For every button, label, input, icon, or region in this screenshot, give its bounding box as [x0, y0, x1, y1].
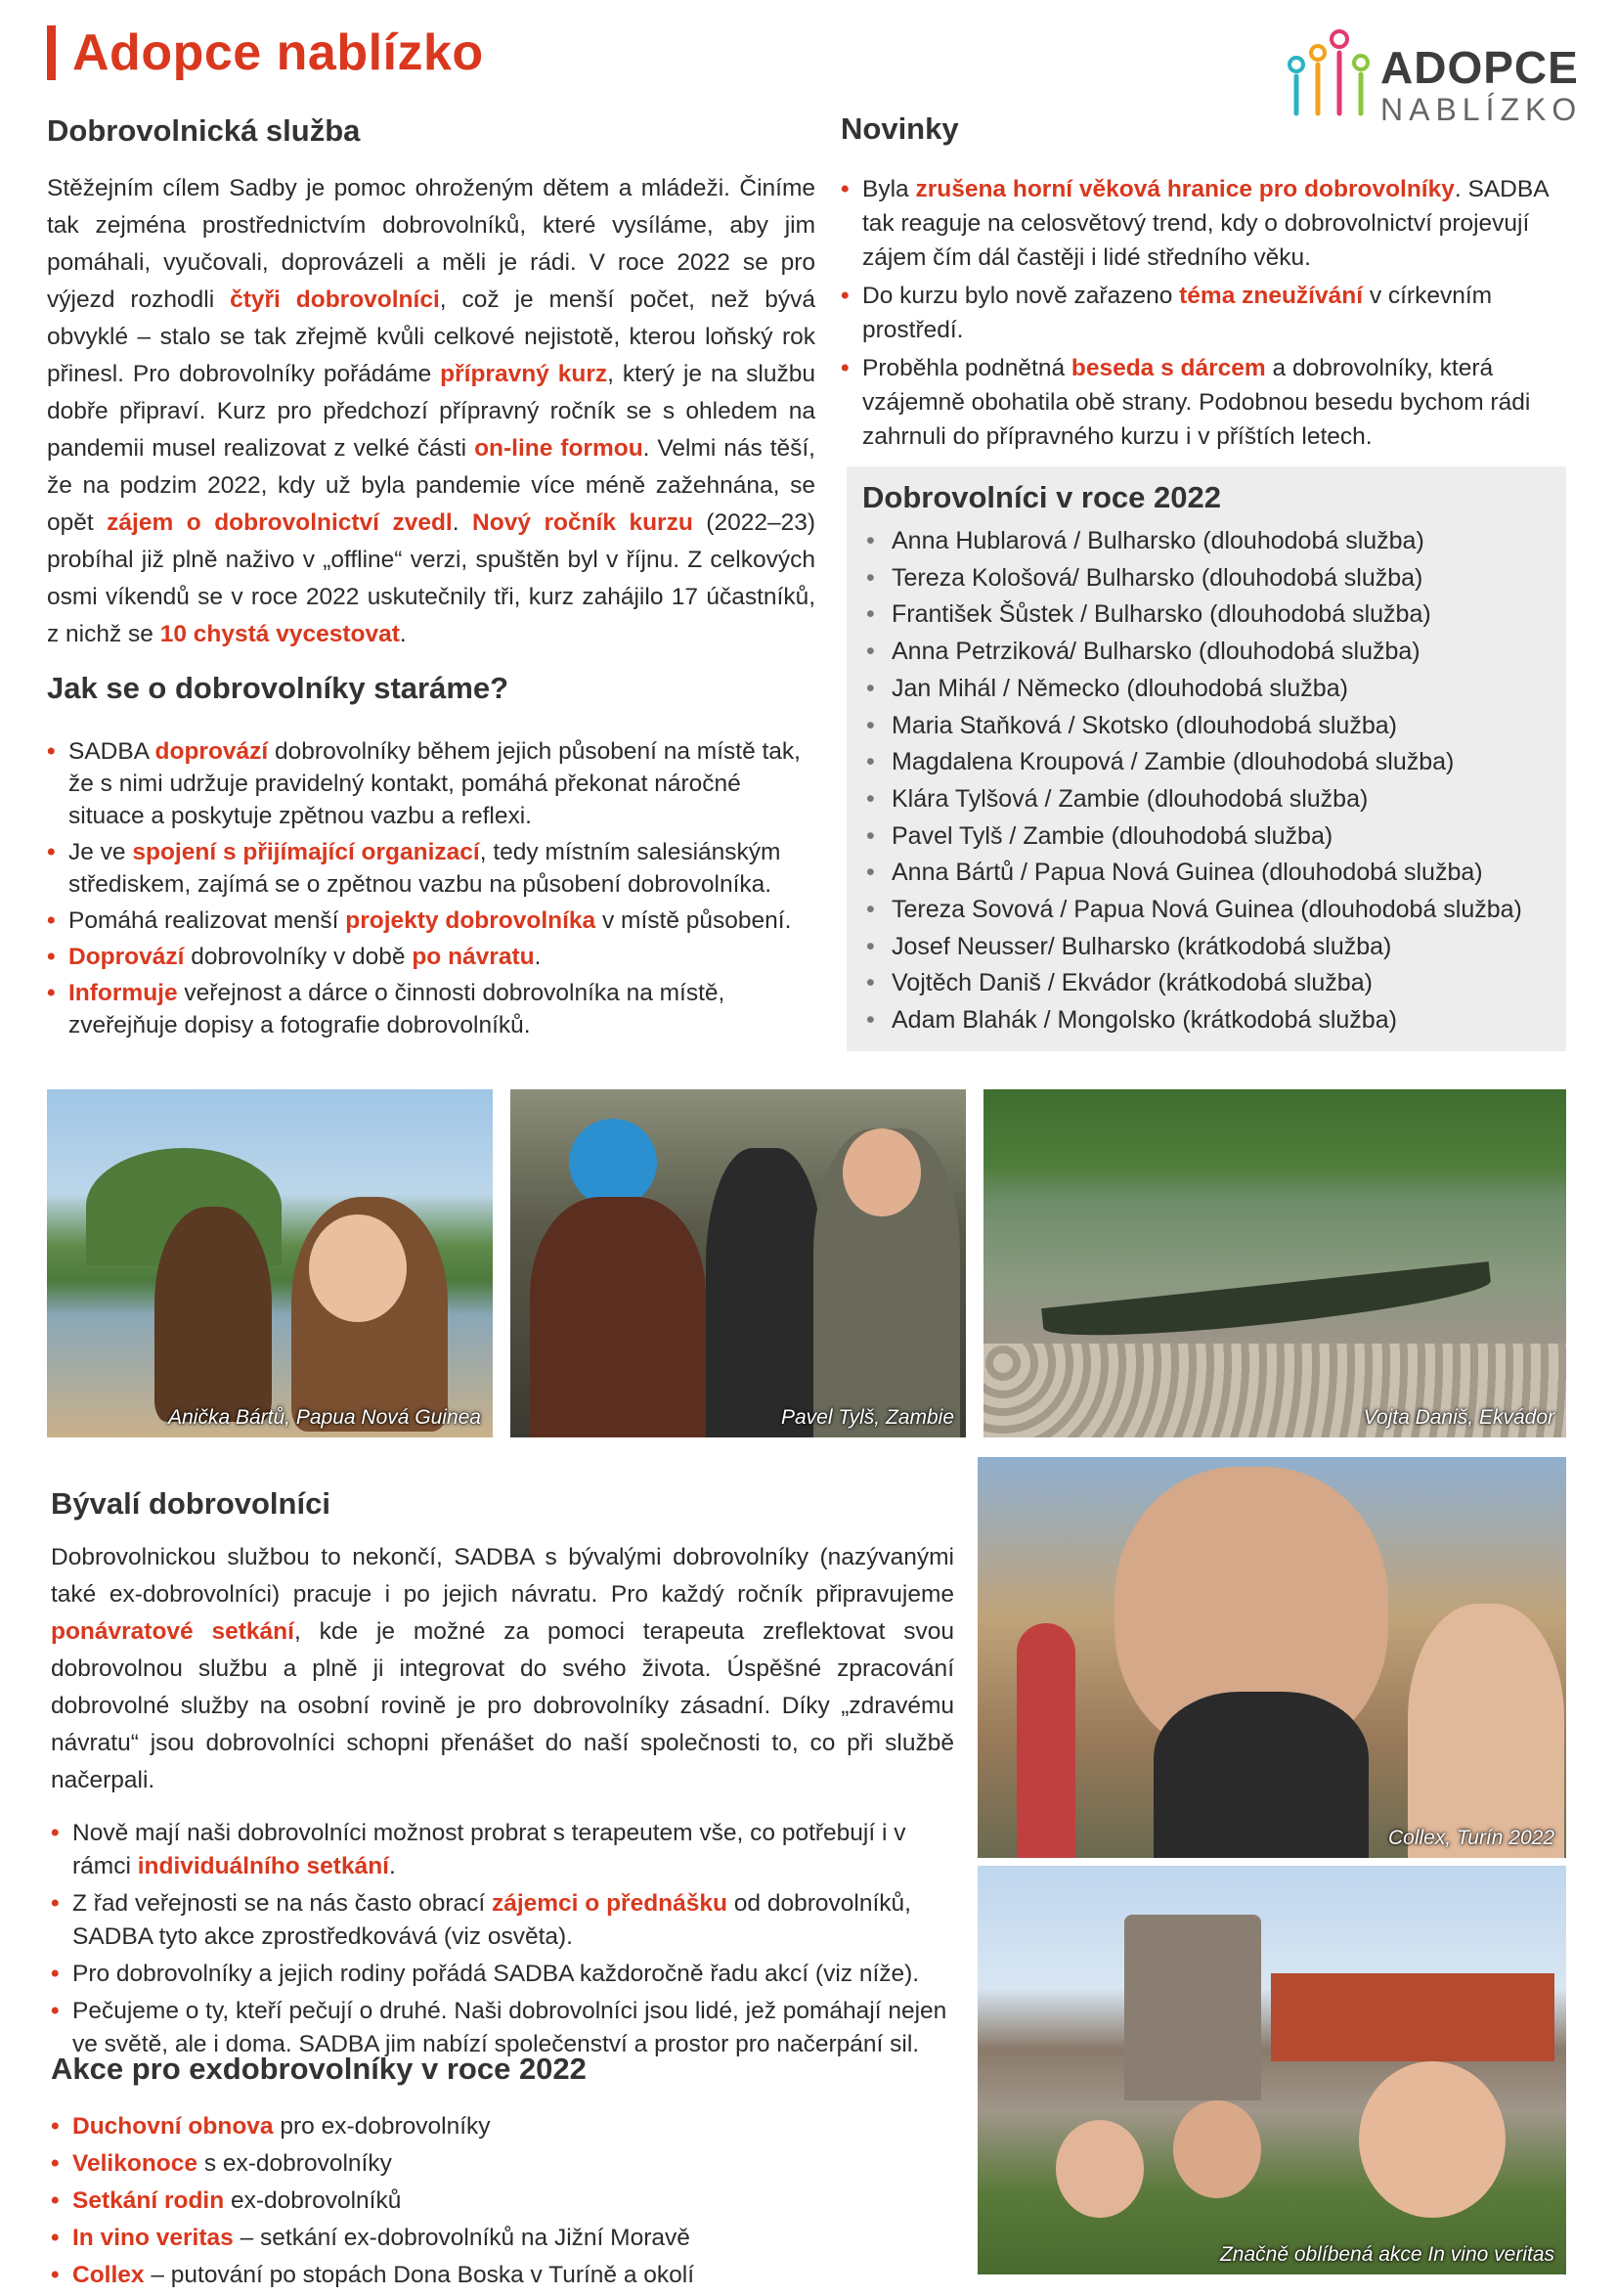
events-list: [51, 2110, 954, 2292]
photo-caption: Značně oblíbená akce In vino veritas: [1219, 2243, 1554, 2266]
photo-ecuador: [983, 1089, 1566, 1437]
former-heading: Bývalí dobrovolníci: [51, 1486, 330, 1521]
events-heading: Akce pro exdobrovolníky v roce 2022: [51, 2052, 587, 2086]
list-item: • Pro dobrovolníky a jejich rodiny pořádá SADBA každoročně řadu akcí (viz níže).: [51, 1958, 954, 1991]
list-item: • Collex – putování po stopách Dona Boska v Turíně a okolí: [51, 2259, 954, 2292]
list-item: • Pečujeme o ty, kteří pečují o druhé. Naši dobrovolníci jsou lidé, jež pomáhají nejen ve světě, ale i doma. SADBA jim nabízí společenství a prostor pro načerpání sil.: [51, 1995, 954, 2061]
care-list: [47, 735, 815, 1041]
service-heading: Dobrovolnická služba: [47, 113, 361, 148]
former-section: [51, 1486, 954, 2065]
news-list: [841, 172, 1568, 454]
list-item: • Klára Tylšová / Zambie (dlouhodobá služba): [866, 781, 1522, 818]
list-item: • Anna Hublarová / Bulharsko (dlouhodobá služba): [866, 523, 1522, 560]
list-item: • Z řad veřejnosti se na nás často obrací zájemci o přednášku od dobrovolníků, SADBA tyto akce zprostředkovává (viz osvěta).: [51, 1887, 954, 1954]
list-item: • Duchovní obnova pro ex-dobrovolníky: [51, 2110, 954, 2143]
list-item: • Adam Blahák / Mongolsko (krátkodobá služba): [866, 1002, 1522, 1039]
list-item: • Doprovází dobrovolníky v době po návratu.: [47, 941, 815, 973]
list-item: • Informuje veřejnost a dárce o činnosti dobrovolníka na místě, zveřejňuje dopisy a fotografie dobrovolníků.: [47, 977, 815, 1041]
list-item: • Tereza Kološová/ Bulharsko (dlouhodobá služba): [866, 560, 1522, 597]
title-accent-bar: [47, 25, 56, 80]
list-item: • Pavel Tylš / Zambie (dlouhodobá služba): [866, 818, 1522, 856]
care-heading: Jak se o dobrovolníky staráme?: [47, 671, 509, 705]
list-item: • Nově mají naši dobrovolníci možnost probrat s terapeutem vše, co potřebují i v rámci individuálního setkání.: [51, 1817, 954, 1883]
list-item: • Proběhla podnětná beseda s dárcem a dobrovolníky, která vzájemně obohatila obě strany. Podobnou besedu bychom rádi zahrnuli do přípravného kurzu i v příštích letech.: [841, 351, 1568, 454]
news-section: [841, 111, 1568, 458]
photo-caption: Vojta Daniš, Ekvádor: [1363, 1406, 1554, 1429]
volunteers-list: [866, 523, 1522, 1039]
list-item: • Magdalena Kroupová / Zambie (dlouhodobá služba): [866, 744, 1522, 781]
list-item: • Do kurzu bylo nově zařazeno téma zneužívání v církevním prostředí.: [841, 279, 1568, 347]
list-item: • Josef Neusser/ Bulharsko (krátkodobá služba): [866, 929, 1522, 966]
list-item: • Anna Petrziková/ Bulharsko (dlouhodobá služba): [866, 634, 1522, 671]
care-section: [47, 671, 815, 1045]
list-item: • Pomáhá realizovat menší projekty dobrovolníka v místě působení.: [47, 905, 815, 937]
photo-caption: Anička Bártů, Papua Nová Guinea: [168, 1406, 481, 1429]
volunteers-box: [847, 466, 1566, 1051]
photo-in-vino-veritas: [978, 1866, 1566, 2274]
photo-caption: Collex, Turín 2022: [1387, 1827, 1554, 1849]
photo-caption: Pavel Tylš, Zambie: [781, 1406, 954, 1429]
service-paragraph: Stěžejním cílem Sadby je pomoc ohroženým dětem a mládeži. Činíme tak zejména prostřednictvím dobrovolníků, které vysíláme, aby jim pomáhali, vyučovali, doprovázeli a měli je rádi. V roce 2022 se pro výjezd rozhodli čtyři dobrovolníci, což je menší počet, než bývá obvyklé – stalo se tak zřejmě kvůli celkové nejistotě, kterou loňský rok přinesl. Pro dobrovolníky pořádáme přípravný kurz, který je na službu dobře připraví. Kurz pro předchozí přípravný ročník se s ohledem na pandemii musel realizovat z velké části on-line formou. Velmi nás těší, že na podzim 2022, kdy už byla pandemie více méně zažehnána, se opět zájem o dobrovolnictví zvedl. Nový ročník kurzu (2022–23) probíhal již plně naživo v „offline“ verzi, spuštěn byl v říjnu. Z celkových osmi víkendů se v roce 2022 uskutečnily tři, kurz zahájilo 17 účastníků, z nichž se 10 chystá vycestovat.: [47, 175, 815, 647]
list-item: • Jan Mihál / Německo (dlouhodobá služba): [866, 671, 1522, 708]
photo-papua: [47, 1089, 493, 1437]
logo-word-nablizko: NABLÍZKO: [1380, 92, 1583, 127]
news-heading: Novinky: [841, 111, 959, 146]
list-item: • Je ve spojení s přijímající organizací, tedy místním salesiánským střediskem, zajímá se o zpětnou vazbu na působení dobrovolníka.: [47, 836, 815, 901]
list-item: • In vino veritas – setkání ex-dobrovolníků na Jižní Moravě: [51, 2222, 954, 2255]
photo-collex: [978, 1457, 1566, 1858]
volunteers-heading: Dobrovolníci v roce 2022: [862, 480, 1221, 514]
list-item: • Maria Staňková / Skotsko (dlouhodobá služba): [866, 708, 1522, 745]
former-paragraph: Dobrovolnickou službou to nekončí, SADBA s bývalými dobrovolníky (nazývanými také ex-dobrovolníci) pracuje i po jejich návratu. Pro každý ročník připravujeme ponávratové setkání, kde je možné za pomoci terapeuta zreflektovat svou dobrovolnou službu a plně ji integrovat do svého života. Úspěšné zpracování dobrovolné služby na osobní rovině je pro dobrovolníky zásadní. Díky „zdravému návratu“ jsou dobrovolníci schopni přenášet do naší společnosti to, co při službě načerpali.: [51, 1544, 954, 1793]
list-item: • Anna Bártů / Papua Nová Guinea (dlouhodobá služba): [866, 855, 1522, 892]
photo-zambia: [510, 1089, 966, 1437]
logo-word-adopce: ADOPCE: [1380, 42, 1579, 93]
list-item: • František Šůstek / Bulharsko (dlouhodobá služba): [866, 596, 1522, 634]
list-item: • SADBA doprovází dobrovolníky během jejich působení na místě tak, že s nimi udržuje pravidelný kontakt, pomáhá překonat náročné situace a poskytuje zpětnou vazbu a reflexi.: [47, 735, 815, 832]
list-item: • Byla zrušena horní věková hranice pro dobrovolníky. SADBA tak reaguje na celosvětový trend, kdy o dobrovolnictví projevují zájem čím dál častěji i lidé středního věku.: [841, 172, 1568, 275]
list-item: • Setkání rodin ex-dobrovolníků: [51, 2185, 954, 2218]
former-list: [51, 1817, 954, 2061]
service-section: [47, 113, 815, 653]
events-section: [51, 2052, 954, 2296]
list-item: • Velikonoce s ex-dobrovolníky: [51, 2147, 954, 2181]
list-item: • Vojtěch Daniš / Ekvádor (krátkodobá služba): [866, 965, 1522, 1002]
page-title: Adopce nablízko: [72, 24, 484, 81]
list-item: • Tereza Sovová / Papua Nová Guinea (dlouhodobá služba): [866, 892, 1522, 929]
